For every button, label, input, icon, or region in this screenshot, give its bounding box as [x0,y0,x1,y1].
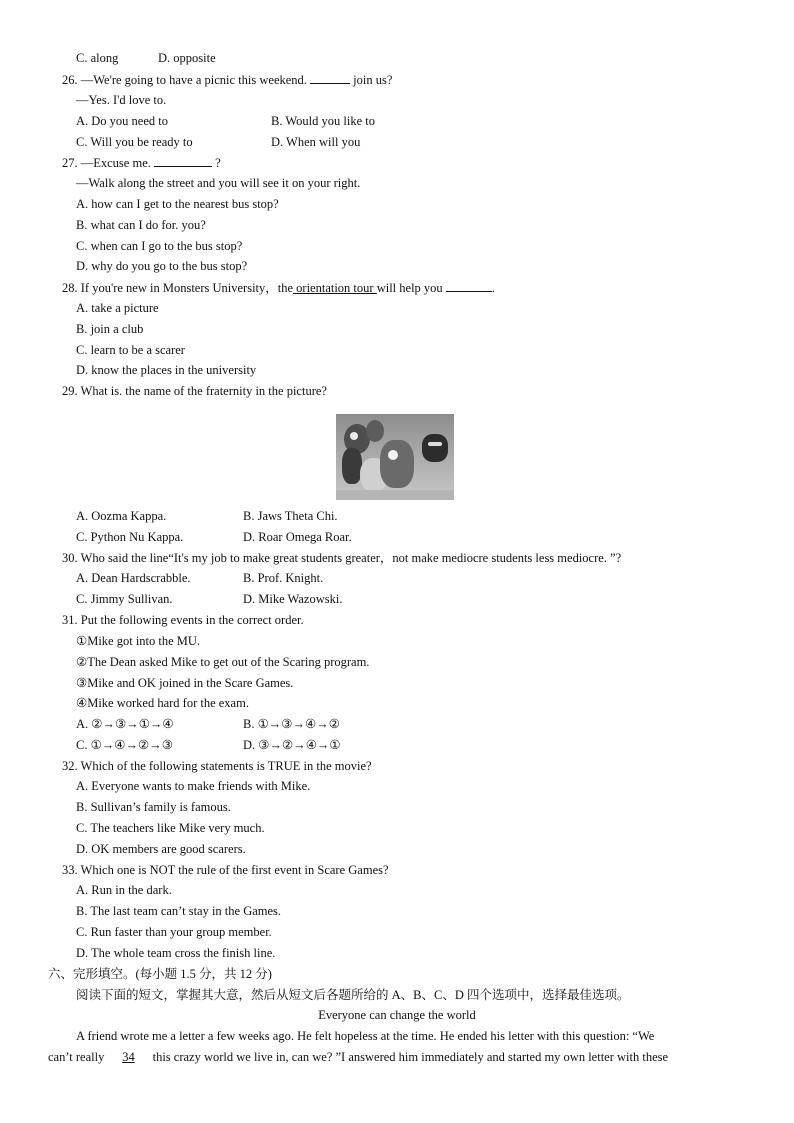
q33-option-a: A. Run in the dark. [76,883,172,897]
q27-option-c: C. when can I go to the bus stop? [76,239,243,253]
q31-option-d: D. ③→②→④→① [243,738,341,752]
q30-option-a: A. Dean Hardscrabble. [76,571,191,585]
q33-option-d: D. The whole team cross the finish line. [76,946,276,960]
q29-stem: 29. What is. the name of the fraternity in the picture? [62,384,327,398]
q30-stem: 30. Who said the line“It's my job to make great students greater，not make mediocre students less mediocre. ”? [62,551,622,565]
q28-stem: 28. If you're new in Monsters University，the orientation tour will help you . [62,281,495,295]
q29-option-a: A. Oozma Kappa. [76,509,167,523]
q31-option-c: C. ①→④→②→③ [76,738,173,752]
q26-option-c: C. Will you be ready to [76,135,193,149]
q28-option-c: C. learn to be a scarer [76,343,185,357]
q26-blank [310,71,350,84]
q27-reply: —Walk along the street and you will see it on your right. [76,176,361,190]
q31-stem: 31. Put the following events in the correct order. [62,613,304,627]
q33-option-c: C. Run faster than your group member. [76,925,272,939]
q28-underlined-phrase: orientation tour [293,281,377,295]
q26-option-d: D. When will you [271,135,361,149]
q29-option-d: D. Roar Omega Roar. [243,530,352,544]
q28-option-d: D. know the places in the university [76,363,257,377]
fraternity-picture [336,414,454,500]
passage-title: Everyone can change the world [318,1008,476,1022]
q27-option-a: A. how can I get to the nearest bus stop? [76,197,279,211]
q28-option-b: B. join a club [76,322,144,336]
q25-option-d: D. opposite [158,51,216,65]
q32-option-c: C. The teachers like Mike very much. [76,821,265,835]
q27-option-b: B. what can I do for. you? [76,218,206,232]
q31-option-a: A. ②→③→①→④ [76,717,174,731]
q31-event-3: ③Mike and OK joined in the Scare Games. [76,676,294,690]
q32-option-d: D. OK members are good scarers. [76,842,246,856]
q33-stem: 33. Which one is NOT the rule of the first event in Scare Games? [62,863,389,877]
q29-option-b: B. Jaws Theta Chi. [243,509,338,523]
q30-option-b: B. Prof. Knight. [243,571,324,585]
q28-blank [446,279,492,292]
q31-option-b: B. ①→③→④→② [243,717,340,731]
section-heading: 六、完形填空。(每小题 1.5 分，共 12 分) [48,967,272,981]
q27-option-d: D. why do you go to the bus stop? [76,259,248,273]
q25-option-c: C. along [76,51,119,65]
passage-line-2: can’t really 34 this crazy world we live in, can we? ”I answered him immediately and started my own letter with these [48,1050,669,1064]
q32-stem: 32. Which of the following statements is TRUE in the movie? [62,759,372,773]
q32-option-a: A. Everyone wants to make friends with Mike. [76,779,311,793]
q31-event-1: ①Mike got into the MU. [76,634,201,648]
q27-blank [154,154,212,167]
section-instruction: 阅读下面的短文，掌握其大意，然后从短文后各题所给的 A、B、C、D 四个选项中，选择最佳选项。 [76,988,630,1002]
q26-reply: —Yes. I'd love to. [76,93,167,107]
q33-option-b: B. The last team can’t stay in the Games. [76,904,282,918]
q31-event-4: ④Mike worked hard for the exam. [76,696,249,710]
q31-event-2: ②The Dean asked Mike to get out of the Scaring program. [76,655,370,669]
q30-option-d: D. Mike Wazowski. [243,592,343,606]
q32-option-b: B. Sullivan’s family is famous. [76,800,231,814]
q26-stem: 26. —We're going to have a picnic this weekend. join us? [62,73,393,87]
q26-option-b: B. Would you like to [271,114,375,128]
q30-option-c: C. Jimmy Sullivan. [76,592,173,606]
q27-stem: 27. —Excuse me. ? [62,156,221,170]
q28-option-a: A. take a picture [76,301,159,315]
q26-option-a: A. Do you need to [76,114,168,128]
blank-34: 34 [122,1050,135,1064]
passage-line-1: A friend wrote me a letter a few weeks ago. He felt hopeless at the time. He ended his letter with this question: “We [76,1029,655,1043]
q29-option-c: C. Python Nu Kappa. [76,530,184,544]
